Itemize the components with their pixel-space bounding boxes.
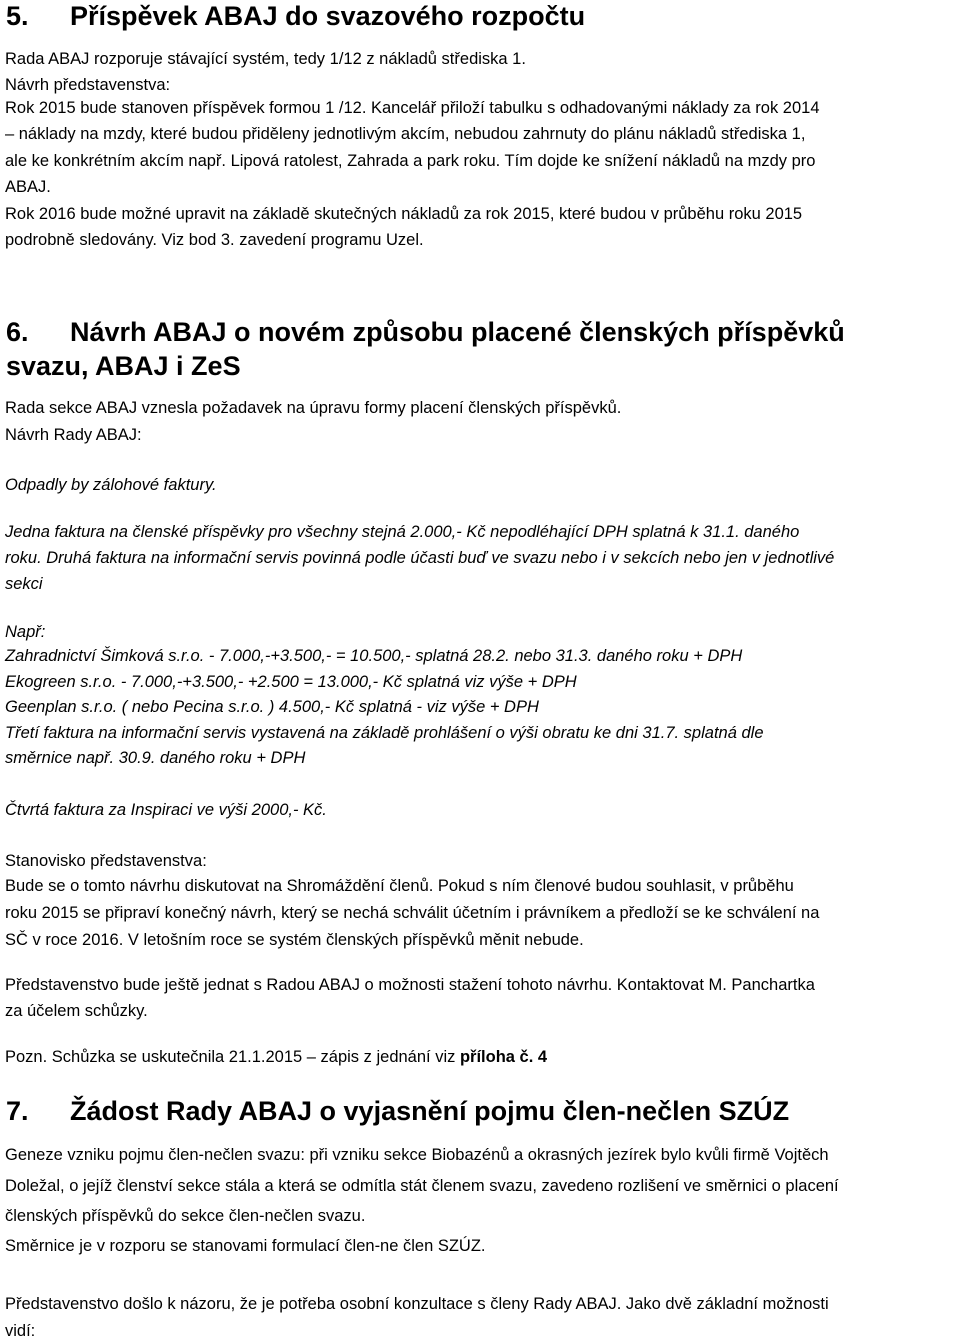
paragraph-line: Rada ABAJ rozporuje stávající systém, tedy 1/12 z nákladů střediska 1. bbox=[5, 50, 526, 68]
paragraph-line: Geneze vzniku pojmu člen-nečlen svazu: při vzniku sekce Biobazénů a okrasných jezírek bylo kvůli firmě Vojtěch bbox=[5, 1146, 829, 1164]
proposal-line: roku. Druhá faktura na informační servis povinná podle účasti buď ve svazu nebo i v sekcích nebo jen v jednotlivé bbox=[5, 549, 835, 567]
paragraph-line: roku 2015 se připraví konečný návrh, který se nechá schválit účetním i právníkem a předloží se ke schválení na bbox=[5, 904, 820, 922]
proposal-line: Odpadly by zálohové faktury. bbox=[5, 476, 217, 494]
example-label: Např: bbox=[5, 623, 46, 641]
paragraph-line: podrobně sledovány. Viz bod 3. zavedení programu Uzel. bbox=[5, 231, 424, 249]
section-7-heading bbox=[6, 1095, 789, 1128]
example-line: Zahradnictví Šimková s.r.o. - 7.000,-+3.500,- = 10.500,- splatná 28.2. nebo 31.3. daného roku + DPH bbox=[5, 647, 743, 665]
paragraph-line: za účelem schůzky. bbox=[5, 1002, 148, 1020]
section-6-heading-continued bbox=[6, 350, 241, 383]
example-line: Ekogreen s.r.o. - 7.000,-+3.500,- +2.500 = 13.000,- Kč splatná viz výše + DPH bbox=[5, 673, 577, 691]
section-6-number: 6. bbox=[6, 317, 29, 347]
example-line: Geenplan s.r.o. ( nebo Pecina s.r.o. ) 4.500,- Kč splatná - viz výše + DPH bbox=[5, 698, 539, 716]
paragraph-line: Směrnice je v rozporu se stanovami formulací člen-ne člen SZÚZ. bbox=[5, 1237, 486, 1255]
paragraph-line: Představenstvo došlo k názoru, že je potřeba osobní konzultace s členy Rady ABAJ. Jako dvě základní možnosti bbox=[5, 1295, 829, 1313]
note-text: Pozn. Schůzka se uskutečnila 21.1.2015 – zápis z jednání viz bbox=[5, 1048, 460, 1066]
note-attachment-ref: příloha č. 4 bbox=[459, 1048, 548, 1066]
section-5-heading bbox=[6, 0, 585, 33]
proposal-line: sekci bbox=[5, 575, 43, 593]
proposal-line: Čtvrtá faktura za Inspiraci ve výši 2000,- Kč. bbox=[5, 801, 327, 819]
paragraph-line: vidí: bbox=[5, 1322, 36, 1340]
paragraph-line: Doležal, o jejíž členství sekce stála a která se odmítla stát členem svazu, zavedeno rozlišení ve směrnici o placení bbox=[5, 1177, 839, 1195]
paragraph-line: Rok 2016 bude možné upravit na základě skutečných nákladů za rok 2015, které budou v průběhu roku 2015 bbox=[5, 205, 803, 223]
paragraph-line: ale ke konkrétním akcím např. Lipová ratolest, Zahrada a park roku. Tím dojde ke snížení nákladů na mzdy pro bbox=[5, 152, 816, 170]
section-5-title: Příspěvek ABAJ do svazového rozpočtu bbox=[70, 1, 586, 31]
section-6-title-line-1: Návrh ABAJ o novém způsobu placené členských příspěvků bbox=[70, 317, 845, 347]
paragraph-line: Rok 2015 bude stanoven příspěvek formou 1 /12. Kancelář přiloží tabulku s odhadovanými náklady za rok 2014 bbox=[5, 99, 820, 117]
paragraph-line: Stanovisko představenstva: bbox=[5, 852, 207, 870]
proposal-line: Jedna faktura na členské příspěvky pro všechny stejná 2.000,- Kč nepodléhající DPH splatná k 31.1. daného bbox=[5, 523, 800, 541]
section-7-number: 7. bbox=[6, 1096, 29, 1126]
section-6-heading bbox=[6, 316, 845, 349]
paragraph-line: – náklady na mzdy, které budou přiděleny jednotlivým akcím, nebudou zahrnuty do plánu nákladů střediska 1, bbox=[5, 125, 806, 143]
paragraph-line: Bude se o tomto návrhu diskutovat na Shromáždění členů. Pokud s ním členové budou souhlasit, v průběhu bbox=[5, 877, 794, 895]
paragraph-line: ABAJ. bbox=[5, 178, 51, 196]
paragraph-line: Představenstvo bude ještě jednat s Radou ABAJ o možnosti stažení tohoto návrhu. Kontaktovat M. Panchartka bbox=[5, 976, 815, 994]
paragraph-line: Rada sekce ABAJ vznesla požadavek na úpravu formy placení členských příspěvků. bbox=[5, 399, 622, 417]
note-line bbox=[5, 1044, 547, 1070]
paragraph-line: Návrh představenstva: bbox=[5, 76, 171, 94]
proposal-line: směrnice např. 30.9. daného roku + DPH bbox=[5, 749, 306, 767]
section-6-title-line-2: svazu, ABAJ i ZeS bbox=[6, 351, 241, 381]
section-7-title: Žádost Rady ABAJ o vyjasnění pojmu člen-nečlen SZÚZ bbox=[70, 1096, 790, 1126]
proposal-line: Třetí faktura na informační servis vystavená na základě prohlášení o výši obratu ke dni 31.7. splatná dle bbox=[5, 724, 764, 742]
paragraph-line: členských příspěvků do sekce člen-nečlen svazu. bbox=[5, 1207, 366, 1225]
paragraph-line: SČ v roce 2016. V letošním roce se systém členských příspěvků měnit nebude. bbox=[5, 931, 584, 949]
section-5-number: 5. bbox=[6, 1, 29, 31]
paragraph-line: Návrh Rady ABAJ: bbox=[5, 426, 142, 444]
